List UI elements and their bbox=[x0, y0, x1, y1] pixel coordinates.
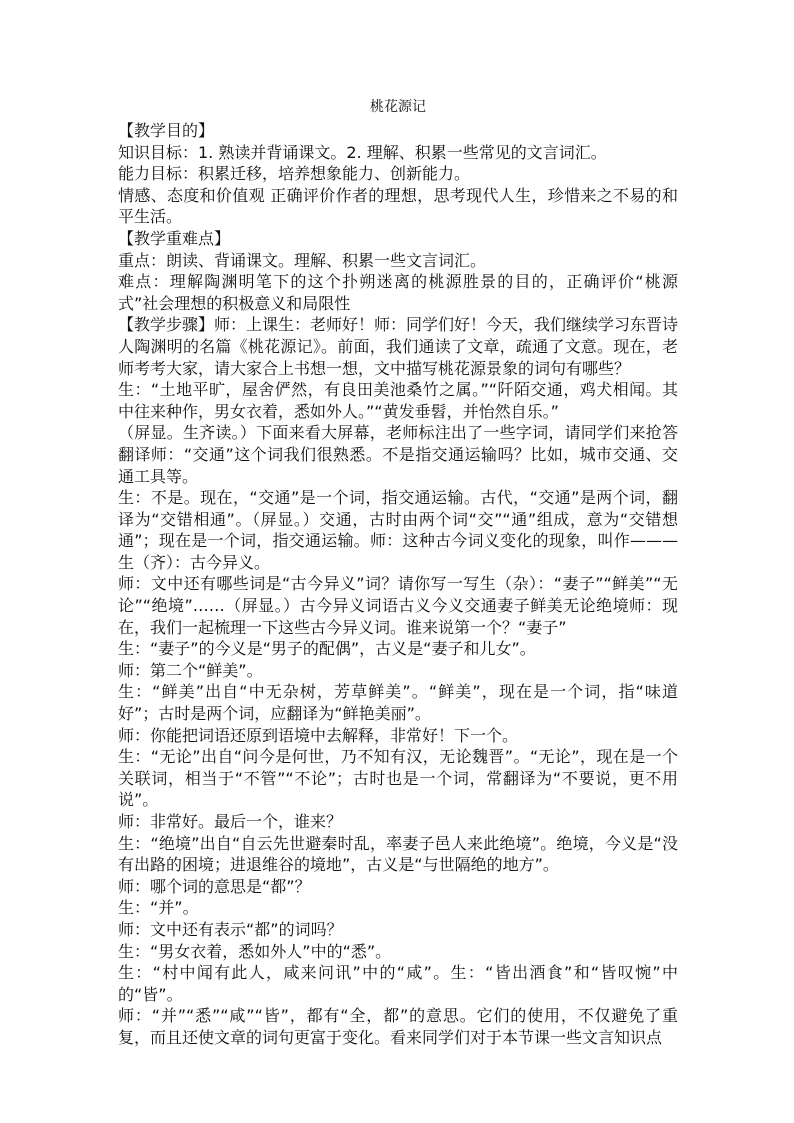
dialogue-paragraph: 生：不是。现在，“交通”是一个词，指交通运输。古代，“交通”是两个词，翻译为“交错相通”。（屏显。）交通，古时由两个词“交”“通”组成，意为“交错想通”；现在是一个词，指交通运输。师：这种古今词义变化的现象，叫作———生（齐）：古今异义。 bbox=[118, 488, 678, 572]
dialogue-paragraph: 生：“鲜美”出自“中无杂树，芳草鲜美”。“鲜美”，现在是一个词，指“味道好”；古时是两个词，应翻译为“鲜艳美丽”。 bbox=[118, 682, 678, 724]
knowledge-goal: 知识目标：1. 熟读并背诵课文。2. 理解、积累一些常见的文言词汇。 bbox=[118, 142, 607, 162]
document-title: 桃花源记 bbox=[370, 99, 426, 115]
dialogue-paragraph: 师：“并”“悉”“咸”“皆”，都有“全，都”的意思。它们的使用，不仅避免了重复，而且还使文章的词句更富于变化。看来同学们对于本节课一些文言知识点 bbox=[118, 1006, 678, 1047]
dialogue-paragraph: 生：“男女衣着，悉如外人”中的“悉”。 bbox=[118, 941, 392, 961]
document-page bbox=[118, 96, 678, 1049]
dialogue-paragraph: （屏显。生齐读。）下面来看大屏幕，老师标注出了一些字词，请同学们来抢答翻译师：“交通”这个词我们很熟悉。不是指交通运输吗？比如，城市交通、交通工具等。 bbox=[118, 423, 678, 486]
document-body bbox=[118, 120, 678, 1049]
dialogue-paragraph: 生：“绝境”出自“自云先世避秦时乱，率妻子邑人来此绝境”。绝境，今义是“没有出路的困境；进退维谷的境地”，古义是“与世隔绝的地方”。 bbox=[118, 833, 678, 875]
dialogue-paragraph: 师：第二个“鲜美”。 bbox=[118, 660, 263, 680]
ability-goal: 能力目标：积累迁移，培养想象能力、创新能力。 bbox=[118, 164, 471, 184]
dialogue-paragraph: 生：“村中闻有此人，咸来问讯”中的“咸”。生：“皆出酒食”和“皆叹惋”中的“皆”。 bbox=[118, 963, 678, 1004]
dialogue-paragraph: 师：哪个词的意思是“都”？ bbox=[118, 876, 311, 896]
teaching-steps: 【教学步骤】师：上课生：老师好！师：同学们好！今天，我们继续学习东晋诗人陶渊明的名篇《桃花源记》。前面，我们通读了文章，疏通了文意。现在，老师考考大家，请大家合上书想一想，文中描写桃花源景象的词句有哪些？ bbox=[118, 315, 679, 378]
dialogue-paragraph: 师：文中还有表示“都”的词吗？ bbox=[118, 919, 343, 939]
dialogue-paragraph: 师：文中还有哪些词是“古今异义”词？请你写一写生（杂）：“妻子”“鲜美”“无论”“绝境”……（屏显。）古今异义词语古义今义交通妻子鲜美无论绝境师：现在，我们一起梳理一下这些古今异义词。谁来说第一个？“妻子” bbox=[118, 574, 678, 637]
dialogue-paragraph: 师：非常好。最后一个，谁来？ bbox=[118, 812, 343, 831]
dialogue-paragraph: 生：“妻子”的今义是“男子的配偶”，古义是“妻子和儿女”。 bbox=[118, 639, 536, 659]
dialogue-paragraph: 生：“土地平旷，屋舍俨然，有良田美池桑竹之属。”“阡陌交通，鸡犬相闻。其中往来种作，男女衣着，悉如外人。”“黄发垂髫，并怡然自乐。” bbox=[118, 380, 678, 421]
difficult-point: 难点：理解陶渊明笔下的这个扑朔迷离的桃源胜景的目的，正确评价“桃源式”社会理想的积极意义和局限性 bbox=[118, 272, 678, 313]
dialogue-paragraph: 师：你能把词语还原到语境中去解释，非常好！下一个。 bbox=[118, 725, 519, 745]
attitude-goal: 情感、态度和价值观 正确评价作者的理想，思考现代人生，珍惜来之不易的和平生活。 bbox=[118, 185, 678, 227]
dialogue-paragraph: 生：“无论”出自“问今是何世，乃不知有汉，无论魏晋”。“无论”，现在是一个关联词，相当于“不管”“不论”；古时也是一个词，常翻译为“不要说，更不用说”。 bbox=[118, 747, 678, 810]
key-point: 重点：朗读、背诵课文。理解、积累一些文言词汇。 bbox=[118, 250, 487, 270]
dialogue-paragraph: 生：“并”。 bbox=[118, 898, 199, 918]
section-heading-objectives: 【教学目的】 bbox=[118, 121, 215, 140]
section-heading-key-points: 【教学重难点】 bbox=[118, 228, 231, 248]
